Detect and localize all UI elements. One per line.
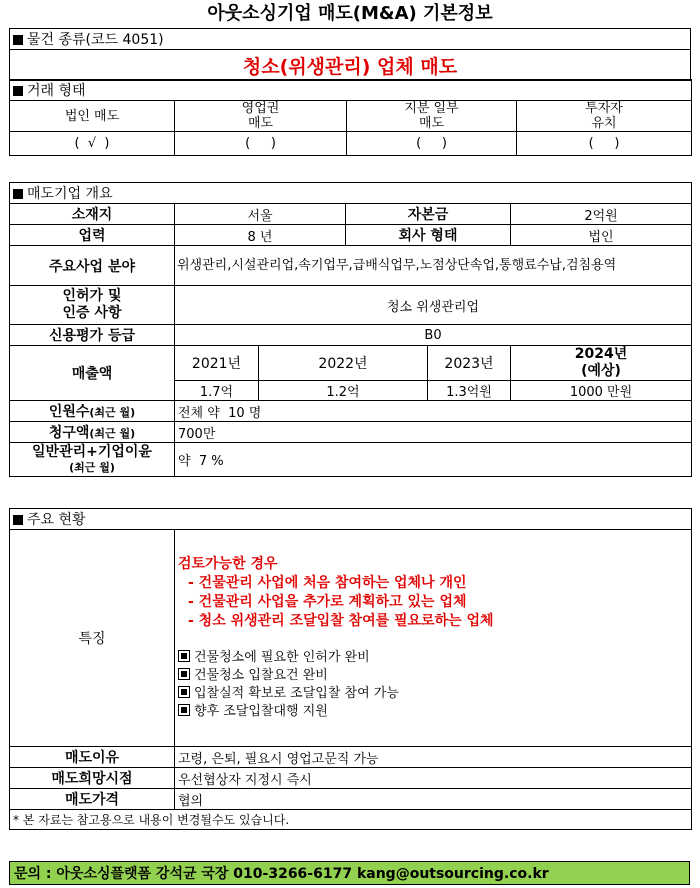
sales-value-2: 1.3억원	[428, 381, 511, 401]
review-title: 검토가능한 경우	[178, 556, 278, 572]
square-bullet-icon	[13, 515, 23, 525]
capital-value: 2억원	[511, 204, 692, 225]
disclaimer-note: * 본 자료는 참고용으로 내용이 변경될수도 있습니다.	[10, 810, 692, 830]
deal-section-header: 거래 형태	[10, 80, 692, 101]
sales-value-3: 1000 만원	[511, 381, 692, 401]
license-value: 청소 위생관리업	[175, 286, 692, 325]
billing-label: 청구액(최근 월)	[10, 422, 175, 443]
license-label: 인허가 및 인증 사항	[10, 286, 175, 325]
overview-table	[9, 182, 692, 477]
deal-mark-2: ( )	[347, 132, 517, 156]
staff-label: 인원수(최근 월)	[10, 401, 175, 422]
review-item: - 건물관리 사업을 추가로 계획하고 있는 업체	[188, 594, 467, 610]
features-content	[175, 530, 692, 747]
credit-value: B0	[175, 325, 692, 346]
review-item: - 건물관리 사업에 처음 참여하는 업체나 개인	[188, 575, 467, 591]
sales-value-0: 1.7억	[175, 381, 259, 401]
review-item: - 청소 위생관리 조달입찰 참여를 필요로하는 업체	[188, 613, 494, 629]
credit-label: 신용평가 등급	[10, 325, 175, 346]
billing-value: 700만	[175, 422, 692, 443]
deal-col-2: 지분 일부 매도	[347, 101, 517, 132]
checkbox-square-icon	[178, 668, 190, 680]
timing-value: 우선협상자 지정시 즉시	[175, 768, 692, 789]
page-title: 아웃소싱기업 매도(M&A) 기본정보	[207, 3, 493, 24]
square-bullet-icon	[13, 86, 23, 96]
timing-label: 매도희망시점	[10, 768, 175, 789]
status-section-header: 주요 현황	[10, 509, 692, 530]
sales-label: 매출액	[10, 346, 175, 401]
status-table	[9, 508, 692, 830]
check-item: 향후 조달입찰대행 지원	[178, 703, 688, 721]
square-bullet-icon	[13, 189, 23, 199]
square-bullet-icon	[13, 35, 23, 45]
sales-year-1: 2022년	[259, 346, 428, 381]
capital-label: 자본금	[346, 204, 511, 225]
check-item: 건물청소에 필요한 인허가 완비	[178, 649, 688, 667]
location-value: 서울	[175, 204, 346, 225]
item-type: 물건 종류(코드 4051)	[27, 32, 164, 48]
business-value: 위생관리,시설관리업,속기업무,급배식업무,노점상단속업,통행료수납,검침용역	[175, 246, 692, 286]
reason-label: 매도이유	[10, 747, 175, 768]
company-type-value: 법인	[511, 225, 692, 246]
checkbox-square-icon	[178, 650, 190, 662]
margin-value: 약 7 %	[175, 443, 692, 477]
header-table	[9, 28, 691, 81]
sales-value-1: 1.2억	[259, 381, 428, 401]
staff-value: 전체 약 10 명	[175, 401, 692, 422]
item-type-row	[10, 29, 691, 50]
business-label: 주요사업 분야	[10, 246, 175, 286]
contact-bar: 문의 : 아웃소싱플랫폼 강석균 국장 010-3266-6177 kang@outsourcing.co.kr	[9, 861, 690, 885]
margin-label: 일반관리+기업이윤 (최근 월)	[10, 443, 175, 477]
overview-section-header: 매도기업 개요	[10, 183, 692, 204]
features-label: 특징	[10, 530, 175, 747]
history-label: 업력	[10, 225, 175, 246]
sales-year-2: 2023년	[428, 346, 511, 381]
deal-col-1: 영업권 매도	[175, 101, 347, 132]
deal-col-0: 법인 매도	[10, 101, 175, 132]
deal-mark-1: ( )	[175, 132, 347, 156]
checkbox-square-icon	[178, 704, 190, 716]
checkbox-square-icon	[178, 686, 190, 698]
reason-value: 고령, 은퇴, 필요시 영업고문직 가능	[175, 747, 692, 768]
deal-col-3: 투자자 유치	[517, 101, 692, 132]
headline: 청소(위생관리) 업체 매도	[10, 50, 691, 81]
price-value: 협의	[175, 789, 692, 810]
deal-table	[9, 79, 692, 156]
check-item: 건물청소 입찰요건 완비	[178, 667, 688, 685]
company-type-label: 회사 형태	[346, 225, 511, 246]
deal-mark-0: ( √ )	[10, 132, 175, 156]
location-label: 소재지	[10, 204, 175, 225]
deal-mark-3: ( )	[517, 132, 692, 156]
history-value: 8 년	[175, 225, 346, 246]
sales-year-0: 2021년	[175, 346, 259, 381]
price-label: 매도가격	[10, 789, 175, 810]
check-item: 입찰실적 확보로 조달입찰 참여 가능	[178, 685, 688, 703]
sales-year-3: 2024년 (예상)	[511, 346, 692, 381]
